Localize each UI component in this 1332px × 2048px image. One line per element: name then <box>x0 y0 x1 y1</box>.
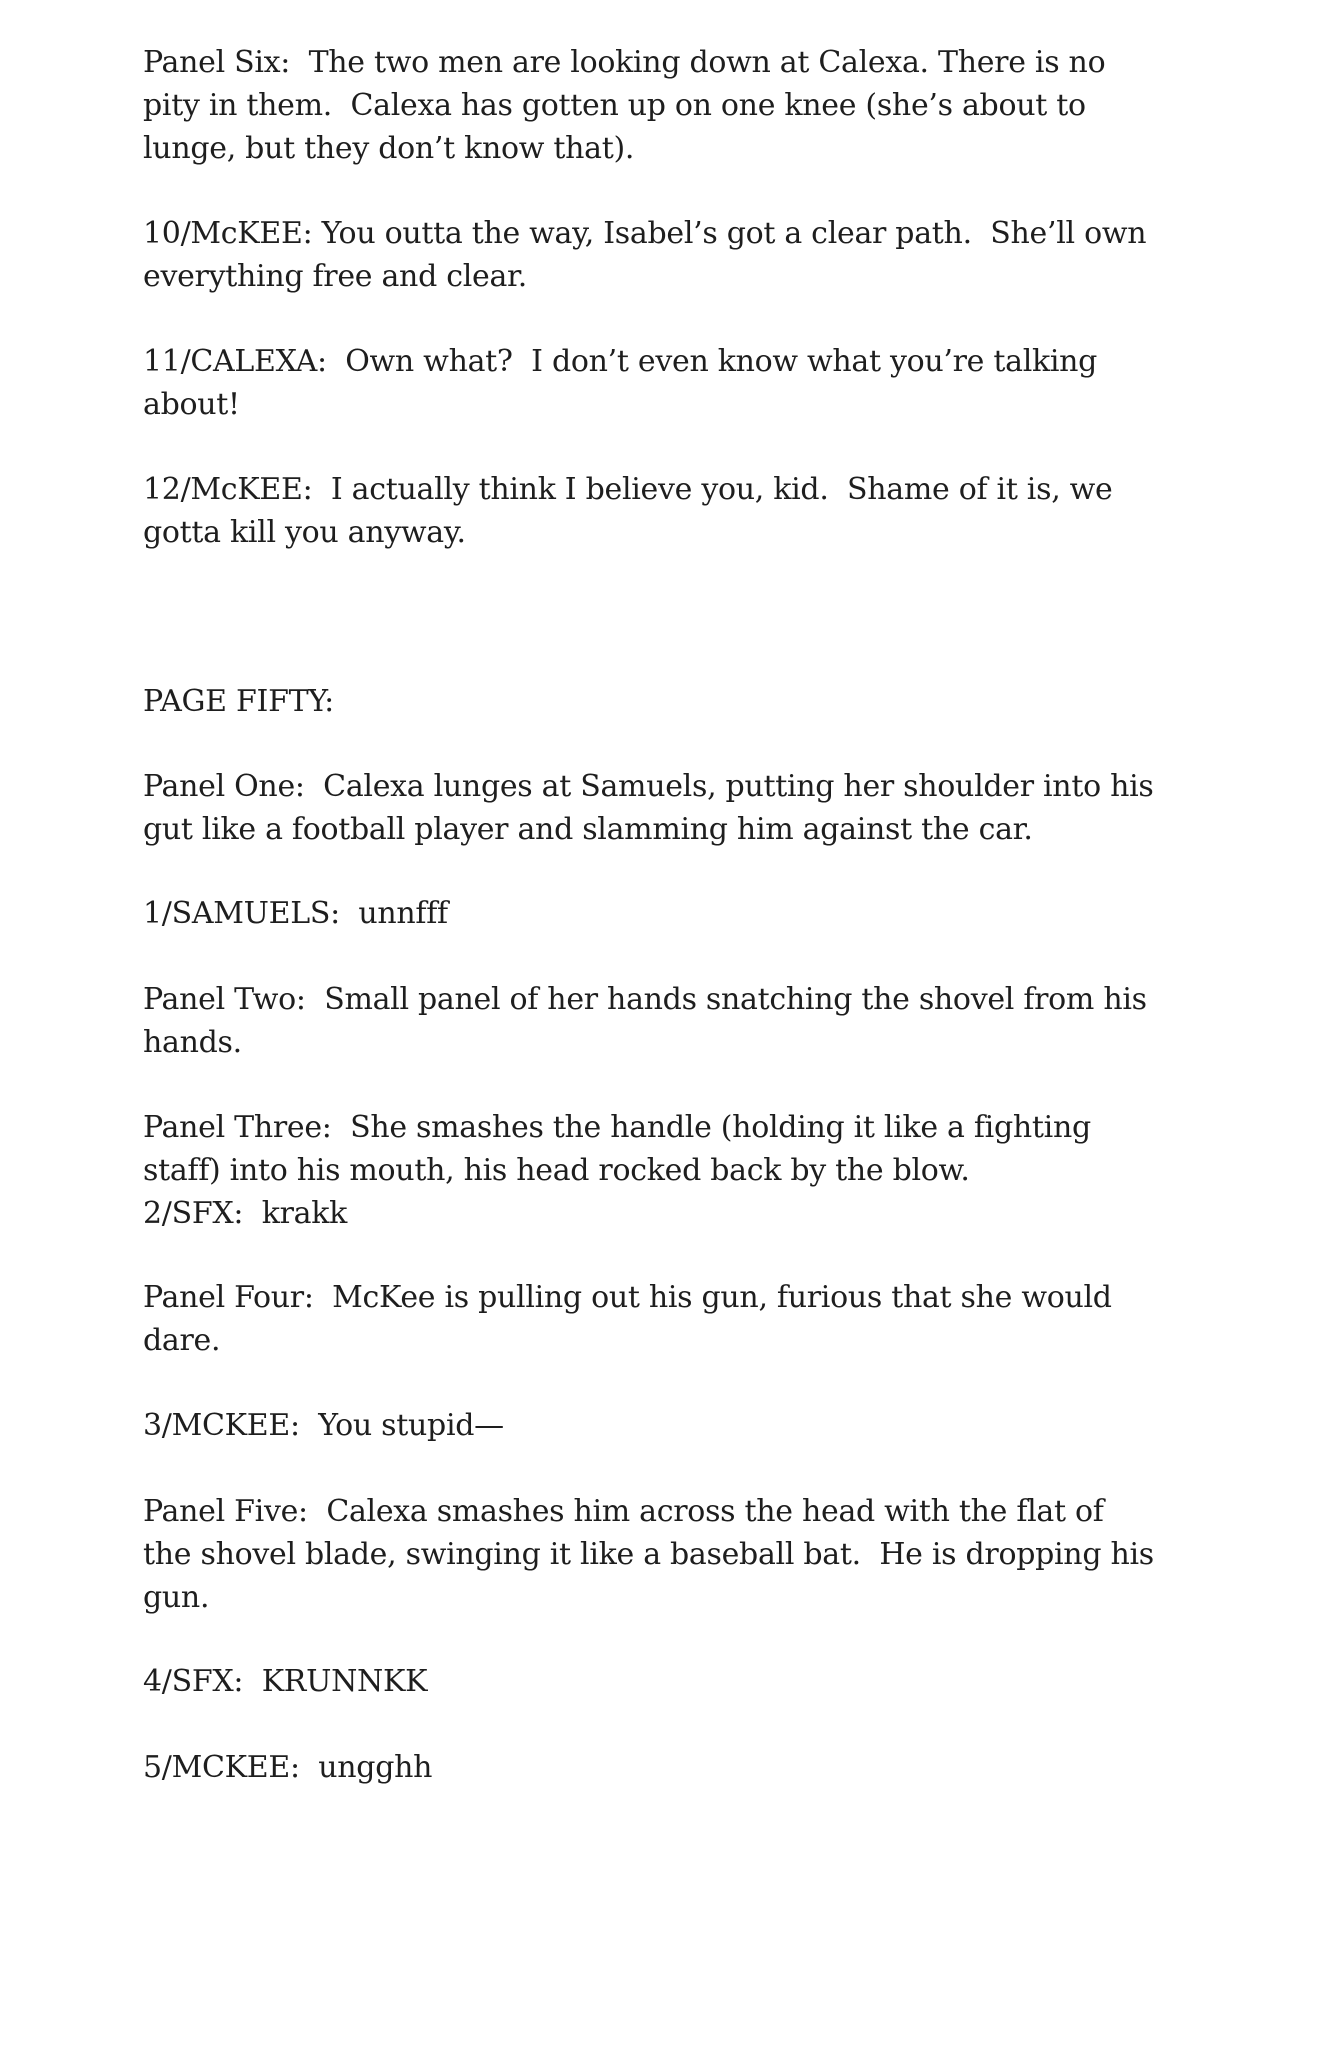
sfx-4: 4/SFX: KRUNNKK <box>143 1664 428 1699</box>
panel-one-description: gut like a football player and slamming him against the car. <box>143 812 1033 847</box>
panel-five-description: the shovel blade, swinging it like a baseball bat. He is dropping his <box>143 1537 1154 1572</box>
dialogue-mckee-12: gotta kill you anyway. <box>143 515 466 550</box>
panel-five-description: Panel Five: Calexa smashes him across the head with the flat of <box>143 1494 1104 1529</box>
dialogue-calexa-11: about! <box>143 387 240 422</box>
panel-four-description: dare. <box>143 1323 221 1358</box>
dialogue-mckee-12: 12/McKEE: I actually think I believe you, kid. Shame of it is, we <box>143 472 1113 507</box>
panel-one-description: Panel One: Calexa lunges at Samuels, putting her shoulder into his <box>143 769 1154 804</box>
page-heading: PAGE FIFTY: <box>143 684 334 719</box>
dialogue-mckee-3: 3/MCKEE: You stupid— <box>143 1408 504 1443</box>
panel-three-description: Panel Three: She smashes the handle (holding it like a fighting <box>143 1110 1091 1145</box>
dialogue-samuels-1: 1/SAMUELS: unnfff <box>143 896 448 931</box>
panel-six-description: lunge, but they don’t know that). <box>143 131 635 166</box>
panel-two-description: Panel Two: Small panel of her hands snatching the shovel from his <box>143 982 1147 1017</box>
dialogue-mckee-10: everything free and clear. <box>143 259 528 294</box>
panel-four-description: Panel Four: McKee is pulling out his gun, furious that she would <box>143 1280 1112 1315</box>
panel-five-description: gun. <box>143 1580 210 1615</box>
panel-two-description: hands. <box>143 1025 242 1060</box>
panel-six-description: pity in them. Calexa has gotten up on one knee (she’s about to <box>143 88 1086 123</box>
sfx-2: 2/SFX: krakk <box>143 1196 347 1231</box>
panel-three-description: staff) into his mouth, his head rocked back by the blow. <box>143 1153 970 1188</box>
panel-six-description: Panel Six: The two men are looking down at Calexa. There is no <box>143 45 1106 80</box>
dialogue-mckee-5: 5/MCKEE: ungghh <box>143 1750 433 1785</box>
dialogue-calexa-11: 11/CALEXA: Own what? I don’t even know what you’re talking <box>143 344 1098 379</box>
dialogue-mckee-10: 10/McKEE: You outta the way, Isabel’s got a clear path. She’ll own <box>143 216 1147 251</box>
